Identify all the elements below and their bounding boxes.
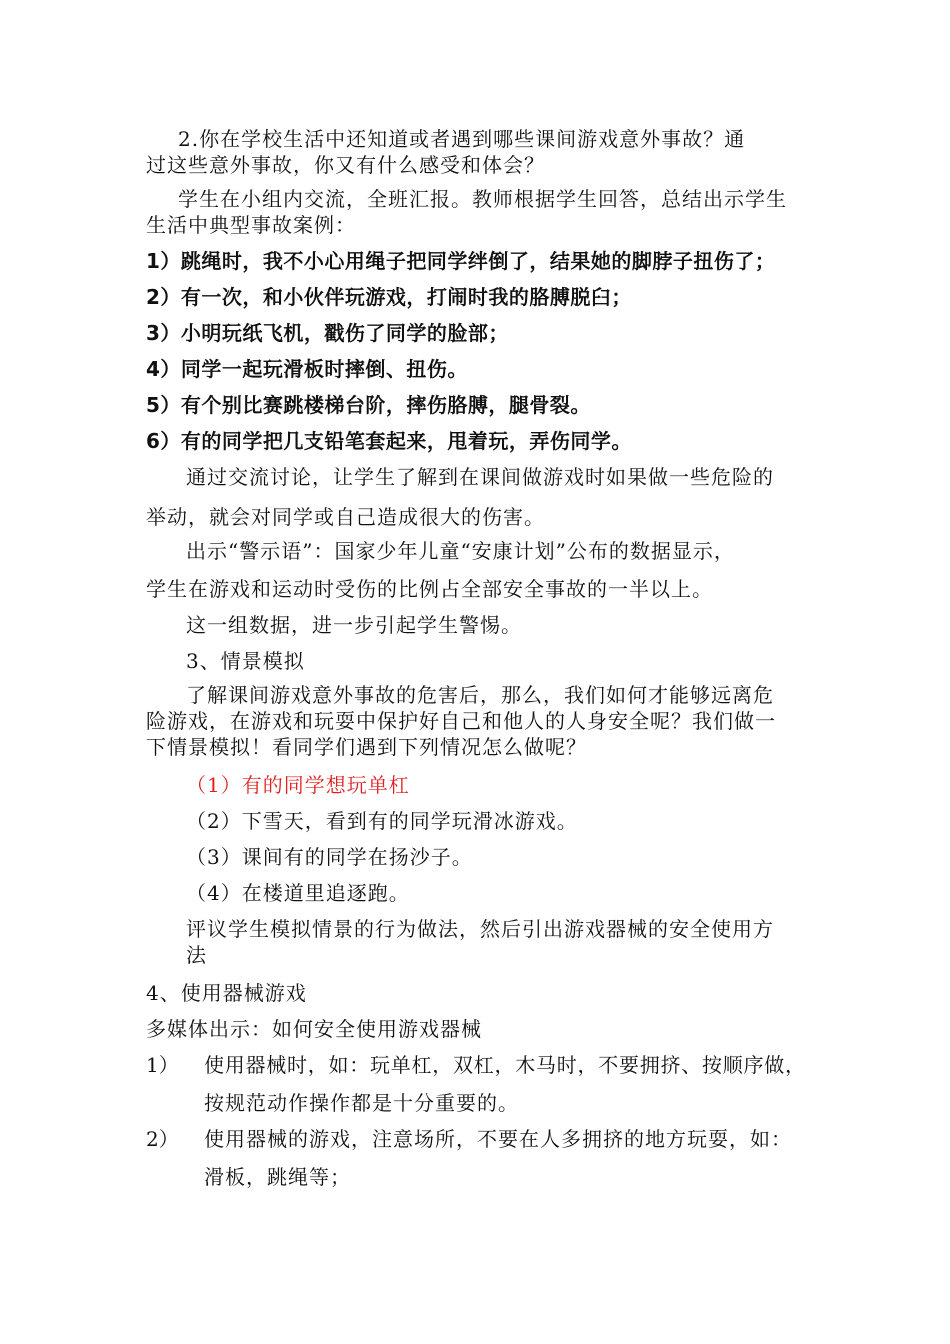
warning-line-1: 出示“警示语”：国家少年儿童“安康计划”公布的数据显示， — [186, 539, 735, 563]
warning-line-2: 学生在游戏和运动时受伤的比例占全部安全事故的一半以上。 — [146, 577, 713, 601]
intro-line-2: 生活中典型事故案例： — [146, 213, 356, 237]
section-3-line-1: 了解课间游戏意外事故的危害后，那么，我们如何才能够远离危 — [186, 683, 774, 707]
intro-line-1: 学生在小组内交流，全班汇报。教师根据学生回答，总结出示学生 — [178, 187, 787, 211]
section-3-heading: 3、情景模拟 — [186, 649, 305, 673]
scenario-item-2: （2）下雪天，看到有的同学玩滑冰游戏。 — [186, 809, 578, 833]
case-item-2: 2）有一次，和小伙伴玩游戏，打闹时我的胳膊脱臼； — [146, 285, 632, 309]
evaluate-line-1: 评议学生模拟情景的行为做法，然后引出游戏器械的安全使用方 — [186, 917, 774, 941]
section-3-line-2: 险游戏，在游戏和玩耍中保护好自己和他人的人身安全呢？我们做一 — [146, 709, 776, 733]
case-item-1: 1）跳绳时，我不小心用绳子把同学绊倒了，结果她的脚脖子扭伤了； — [146, 249, 776, 273]
device-item-2-number: 2） — [146, 1127, 179, 1151]
case-item-3: 3）小明玩纸飞机，戳伤了同学的脸部； — [146, 321, 509, 345]
case-item-6: 6）有的同学把几支铅笔套起来，甩着玩，弄伤同学。 — [146, 429, 632, 453]
q2-line-1: 2.你在学校生活中还知道或者遇到哪些课间游戏意外事故？通 — [178, 127, 746, 151]
section-4-subheading: 多媒体出示：如何安全使用游戏器械 — [146, 1017, 482, 1041]
case-item-4: 4）同学一起玩滑板时摔倒、扭伤。 — [146, 357, 468, 381]
section-3-line-3: 下情景模拟！看同学们遇到下列情况怎么做呢？ — [146, 735, 587, 759]
discussion-line-2: 举动，就会对同学或自己造成很大的伤害。 — [146, 505, 545, 529]
device-item-1-line-2: 按规范动作操作都是十分重要的。 — [204, 1091, 519, 1115]
device-item-2-line-1: 使用器械的游戏，注意场所，不要在人多拥挤的地方玩耍，如： — [204, 1127, 792, 1151]
device-item-1-line-1: 使用器械时，如：玩单杠，双杠，木马时，不要拥挤、按顺序做， — [204, 1053, 806, 1077]
device-item-1-number: 1） — [146, 1053, 179, 1077]
section-4-heading: 4、使用器械游戏 — [146, 981, 307, 1005]
case-item-5: 5）有个别比赛跳楼梯台阶，摔伤胳膊，腿骨裂。 — [146, 393, 591, 417]
discussion-line-1: 通过交流讨论，让学生了解到在课间做游戏时如果做一些危险的 — [186, 465, 774, 489]
scenario-item-3: （3）课间有的同学在扬沙子。 — [186, 845, 473, 869]
device-item-2-line-2: 滑板，跳绳等； — [204, 1165, 351, 1189]
evaluate-line-2: 法 — [186, 943, 207, 967]
scenario-item-1: （1）有的同学想玩单杠 — [186, 773, 410, 797]
scenario-item-4: （4）在楼道里追逐跑。 — [186, 881, 410, 905]
data-note: 这一组数据，进一步引起学生警惕。 — [186, 613, 522, 637]
q2-line-2: 过这些意外事故，你又有什么感受和体会？ — [146, 153, 545, 177]
